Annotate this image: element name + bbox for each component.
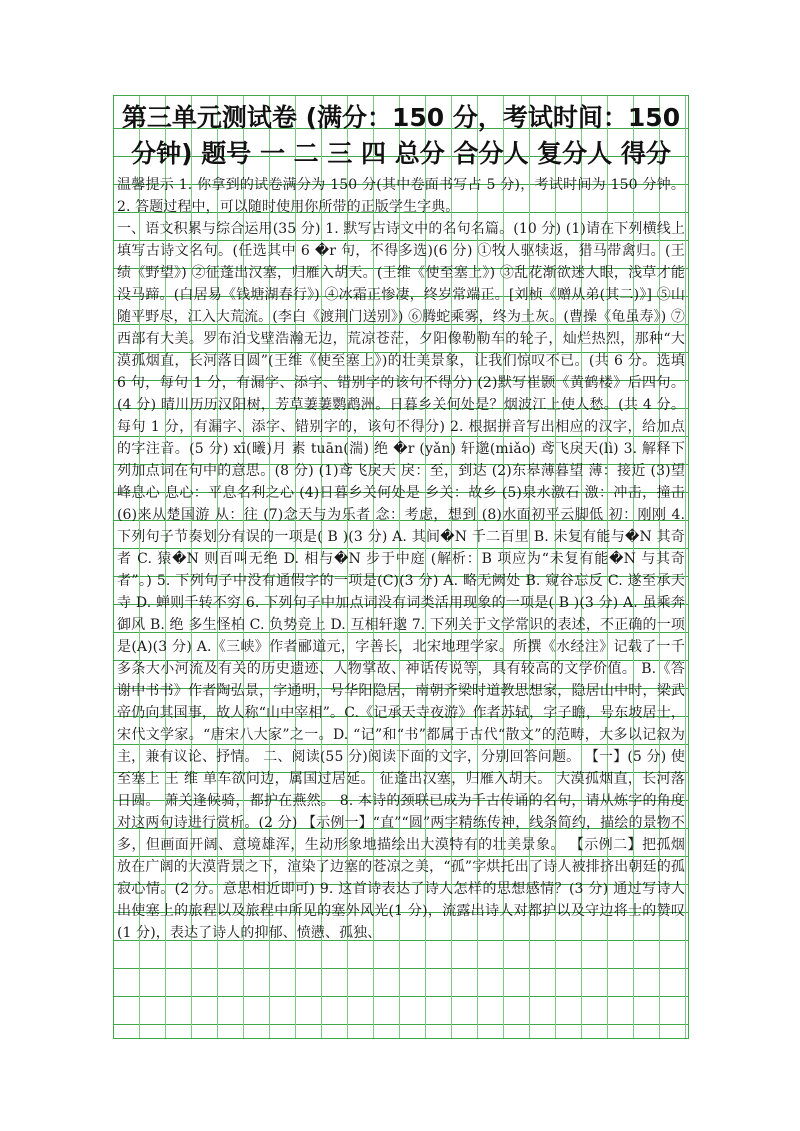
exam-body (114, 172, 688, 944)
page-title: 第三单元测试卷 (满分：150 分，考试时间：150 分钟) 题号 一 二 三 四 总分 合分人 复分人 得分 (121, 103, 681, 168)
paragraph-tips: 温馨提示 1. 你拿到的试卷满分为 150 分(其中卷面书写占 5 分)，考试时间为 150 分钟。 2. 答题过程中，可以随时使用你所带的正版学生字典。 (117, 177, 685, 215)
exam-sheet (113, 95, 689, 1039)
paragraph-questions: 一、语文积累与综合运用(35 分) 1. 默写古诗文中的名句名篇。(10 分) (1)请在下列横线上填写古诗文名句。(任选其中 6 �r 句，不得多选)(6 分) ①牧人驱犊返，猎马带禽归。(王绩《野望》) ②征蓬出汉塞，归雁入胡天。(王维《使至塞上》) ③乱花渐欲迷人眼，浅草才能没马蹄。(白居易《钱塘湖春行》) ④冰霜正惨凄，终岁常端正。[刘桢《赠从弟(其二)》] ⑤山随平野尽，江入大荒流。(李白《渡荆门送别》) ⑥腾蛇乘雾，终为土灰。(曹操《龟虽寿》) ⑦西部有大美。罗布泊戈壁浩瀚无边，荒凉苍茫，夕阳像勒勒车的轮子，灿烂热烈，那种“大漠孤烟直，长河落日圆”(王维《使至塞上》)的壮美景象，让我们惊叹不已。(共 6 分。选填 6 句，每句 1 分，有漏字、添字、错别字的该句不得分) (2)默写崔颢《黄鹤楼》后四句。(4 分) 晴川历历汉阳树，芳草萋萋鹦鹉洲。日暮乡关何处是？烟波江上使人愁。(共 4 分。每句 1 分，有漏字、添字、错别字的，该句不得分) 2. 根据拼音写出相应的汉字，给加点的字注音。(5 分) xī(曦)月 素 tuān(湍) 绝 �r (yǎn) 轩邈(miǎo) 鸢飞戾天(lì) 3. 解释下列加点词在句中的意思。(8 分) (1)鸢飞戾天 戾：至，到达 (2)东皋薄暮望 薄：接近 (3)望峰息心 息心：平息名利之心 (4)日暮乡关何处是 乡关：故乡 (5)泉水激石 激：冲击，撞击 (6)来从楚国游 从：往 (7)念天与为乐者 念：考虑，想到 (8)水面初平云脚低 初：刚刚 4. 下列句子节奏划分有误的一项是( B )(3 分) A. 其间�N 千二百里 B. 未复有能与�N 其奇者 C. 猿�N 则百叫无绝 D. 相与�N 步于中庭 (解析：B 项应为“未复有能�N 与其奇者”。) 5. 下列句子中没有通假字的一项是(C)(3 分) A. 略无阙处 B. 窥谷忘反 C. 遂至承天寺 D. 蝉则千转不穷 6. 下列句子中加点词没有词类活用现象的一项是( B )(3 分) A. 虽乘奔御风 B. 绝 多生怪柏 C. 负势竞上 D. 互相轩邈 7. 下列关于文学常识的表述，不正确的一项是(A)(3 分) A.《三峡》作者郦道元，字善长，北宋地理学家。所撰《水经注》记载了一千多条大小河流及有关的历史遗迹、人物掌故、神话传说等，具有较高的文学价值。 B.《答谢中书书》作者陶弘景，字通明，号华阳隐居，南朝齐梁时道教思想家，隐居山中时，梁武帝仍向其国事，故人称“山中宰相”。C.《记承天寺夜游》作者苏轼，字子瞻，号东坡居士，宋代文学家。“唐宋八大家”之一。D. “记”和“书”都属于古代“散文”的范畴，大多以记叙为主，兼有议论、抒情。 二、阅读(55 分)阅读下面的文字，分别回答问题。 【一】(5 分) 使至塞上 王 维 单车欲问边，属国过居延。 征蓬出汉塞，归雁入胡天。 大漠孤烟直，长河落日圆。 萧关逢候骑，都护在燕然。 8. 本诗的颈联已成为千古传诵的名句，请从炼字的角度对这两句诗进行赏析。(2 分) 【示例一】“直”“圆”两字精练传神，线条简约，描绘的景物不多，但画面开阔、意境雄浑，生动形象地描绘出大漠特有的壮美景象。 【示例二】把孤烟放在广阔的大漠背景之下，渲染了边塞的苍凉之美，“孤”字烘托出了诗人被排挤出朝廷的孤寂心情。(2 分。意思相近即可) 9. 这首诗表达了诗人怎样的思想感情？(3 分) 通过写诗人出使塞上的旅程以及旅程中所见的塞外风光(1 分)，流露出诗人对都护以及守边将士的赞叹(1 分)，表达了诗人的抑郁、愤懑、孤独、 (117, 221, 685, 941)
